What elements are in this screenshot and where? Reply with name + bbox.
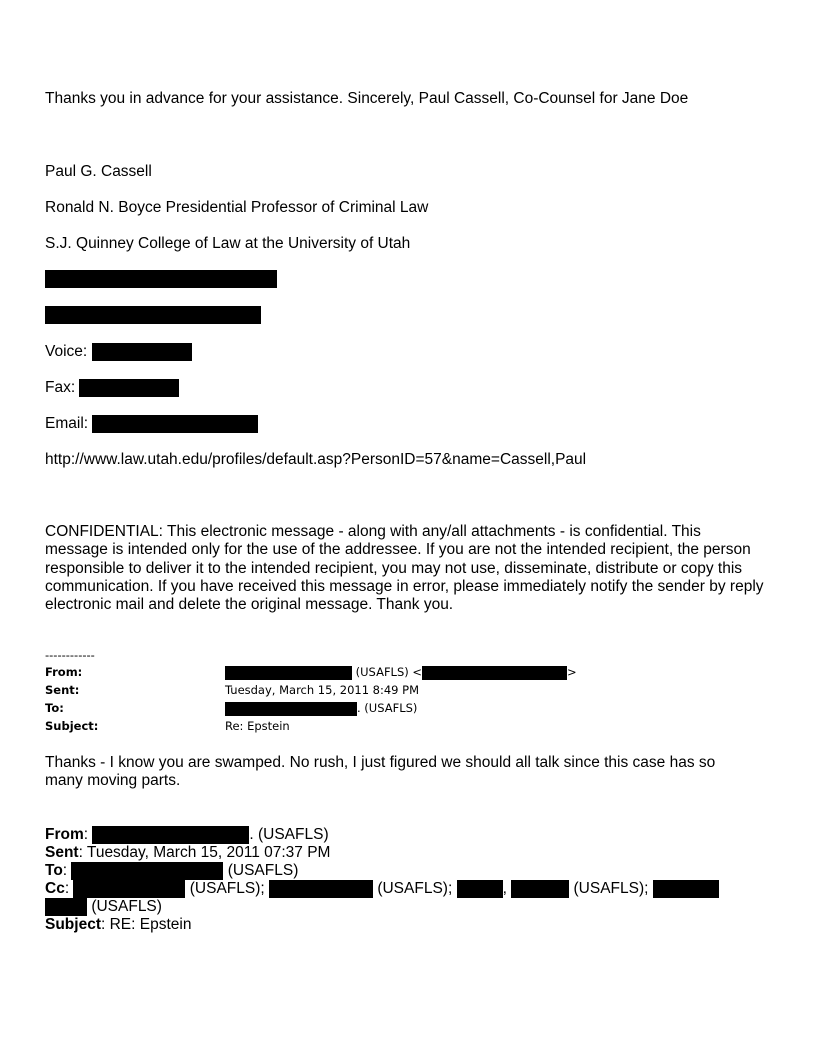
fwd-to-value bbox=[225, 701, 417, 716]
orig-cc-line-2 bbox=[45, 898, 162, 916]
redaction-address-2 bbox=[45, 306, 261, 324]
fwd-sent-value: Tuesday, March 15, 2011 8:49 PM bbox=[225, 683, 420, 697]
redaction-orig-from bbox=[92, 826, 249, 844]
reply-body: Thanks - I know you are swamped. No rush, I just figured we should all talk since this case has so many moving parts. bbox=[45, 754, 716, 790]
orig-cc-comma: , bbox=[502, 880, 507, 898]
fwd-from-suffix: (USAFLS) < bbox=[355, 665, 423, 679]
redaction-cc-3b bbox=[511, 880, 569, 898]
orig-sent-value: : Tuesday, March 15, 2011 07:37 PM bbox=[78, 844, 331, 861]
redaction-fwd-to bbox=[225, 702, 357, 716]
orig-sent-label: Sent bbox=[45, 844, 79, 861]
orig-to-line: To: (USAFLS) bbox=[45, 862, 299, 880]
orig-cc-usafls-1: (USAFLS); bbox=[189, 880, 265, 898]
redaction-cc-4a bbox=[653, 880, 719, 898]
fwd-sent-label: Sent: bbox=[45, 683, 80, 697]
redaction-fwd-from-name bbox=[225, 666, 352, 680]
fwd-from-end: > bbox=[567, 665, 577, 679]
redaction-address-1 bbox=[45, 270, 277, 288]
signature-name: Paul G. Cassell bbox=[45, 163, 152, 180]
redaction-fax bbox=[79, 379, 179, 397]
fwd-to-suffix: . (USAFLS) bbox=[357, 701, 418, 715]
signature-institution: S.J. Quinney College of Law at the University of Utah bbox=[45, 235, 411, 252]
email-line bbox=[45, 415, 258, 433]
orig-sent-line bbox=[45, 844, 330, 862]
fwd-subject-value: Re: Epstein bbox=[225, 719, 290, 733]
fax-label: Fax: bbox=[45, 379, 76, 397]
orig-cc-line: Cc: (USAFLS); (USAFLS); , (USAFLS); bbox=[45, 880, 719, 898]
redaction-orig-to bbox=[71, 862, 223, 880]
orig-to-suffix: (USAFLS) bbox=[227, 862, 299, 880]
orig-from-line: From: . (USAFLS) bbox=[45, 826, 329, 844]
orig-from-label: From bbox=[45, 826, 84, 844]
orig-from-suffix: . (USAFLS) bbox=[249, 826, 329, 844]
redaction-email bbox=[92, 415, 258, 433]
fwd-subject-label: Subject: bbox=[45, 719, 99, 733]
redaction-cc-4b bbox=[45, 898, 87, 916]
fwd-to-label: To: bbox=[45, 701, 64, 715]
profile-url: http://www.law.utah.edu/profiles/default.asp?PersonID=57&name=Cassell,Paul bbox=[45, 451, 587, 468]
email-label: Email: bbox=[45, 415, 89, 433]
redaction-cc-3a bbox=[457, 880, 503, 898]
signature-title: Ronald N. Boyce Presidential Professor of Criminal Law bbox=[45, 199, 429, 216]
orig-cc-label: Cc bbox=[45, 880, 65, 898]
fwd-from-label: From: bbox=[45, 665, 83, 679]
redaction-cc-2 bbox=[269, 880, 373, 898]
separator-dashes: ------------ bbox=[45, 648, 95, 662]
orig-subject-label: Subject bbox=[45, 916, 101, 933]
fax-line bbox=[45, 379, 179, 397]
closing-line: Thanks you in advance for your assistance. Sincerely, Paul Cassell, Co-Counsel for Jane Doe bbox=[45, 90, 689, 107]
orig-to-label: To bbox=[45, 862, 63, 880]
redaction-cc-1 bbox=[73, 880, 185, 898]
orig-cc-usafls-3: (USAFLS); bbox=[573, 880, 649, 898]
redaction-voice bbox=[92, 343, 192, 361]
voice-label: Voice: bbox=[45, 343, 88, 361]
orig-subject-value: : RE: Epstein bbox=[100, 916, 192, 933]
voice-line bbox=[45, 343, 192, 361]
orig-cc-usafls-2: (USAFLS); bbox=[377, 880, 453, 898]
fwd-from-value bbox=[225, 665, 577, 680]
orig-subject-line bbox=[45, 916, 191, 934]
redaction-fwd-from-email bbox=[422, 666, 567, 680]
confidential-notice: CONFIDENTIAL: This electronic message - along with any/all attachments - is confidential. This message is intended only for the use of the addressee. If you are not the intended recipient, the person responsible to deliver it to the intended recipient, you may not use, disseminate, distribute or copy this communication. If you have received this message in error, please immediately notify the sender by reply electronic mail and delete the original message. Thank you. bbox=[45, 523, 764, 614]
orig-cc-usafls-4: (USAFLS) bbox=[91, 898, 162, 916]
